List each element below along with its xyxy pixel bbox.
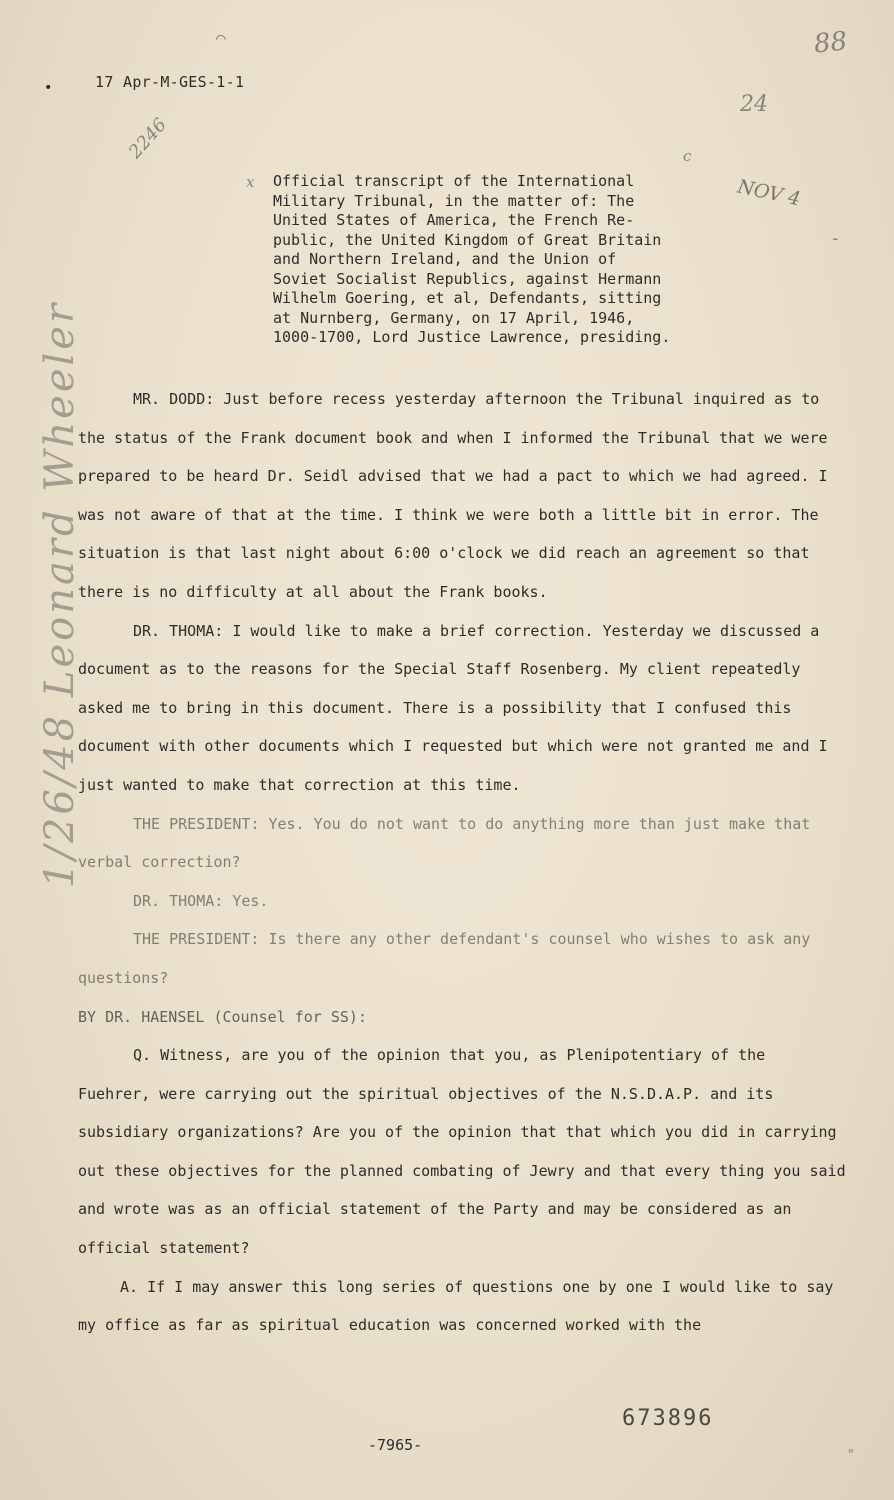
transcript-heading: Official transcript of the International Military Tribunal, in the matter of: The United States of America, the French Re- public, the United Kingdom of Great Britain and Northern Ireland, and the Union of Soviet Socialist Republics, against Hermann Wilhelm Goering, et al, Defendants, sitting at Nurnberg, Germany, on 17 April, 1946, 1000-1700, Lord Justice Lawrence, presiding. — [273, 172, 671, 346]
pencil-number-top-right: 88 — [812, 26, 849, 60]
paragraph-thoma-yes: DR. THOMA: Yes. — [133, 891, 269, 910]
pencil-number-24: 24 — [740, 92, 768, 117]
paragraph-dodd: MR. DODD: Just before recess yesterday afternoon the Tribunal inquired as to the status of the Frank document book and when I informed the Tribunal that we were prepared to be heard Dr. Seidl advised that we had a pact to which we had agreed. I was not aware of that at the time. I think we were both a little bit in error. The situation is that last night about 6:00 o'clock we did reach an agreement so that there is no difficulty at all about the Frank books. — [78, 390, 828, 601]
paragraph-thoma-correction: DR. THOMA: I would like to make a brief correction. Yesterday we discussed a document as to the reasons for the Special Staff Rosenberg. My client repeatedly asked me to bring in this document. There is a possibility that I confused this document with other documents which I requested but which were not granted me and I just wanted to make that correction at this time. — [78, 621, 828, 794]
pencil-dash-mark: - — [830, 228, 841, 249]
paragraph-answer: A. If I may answer this long series of questions one by one I would like to say my office as far as spiritual education was concerned worked with the — [78, 1277, 834, 1335]
pencil-small-c: c — [683, 147, 692, 165]
margin-dot: • — [44, 80, 53, 96]
corner-mark: " — [847, 1448, 855, 1463]
paragraph-president-counsel: THE PRESIDENT: Is there any other defendant's counsel who wishes to ask any questions? — [78, 930, 811, 987]
pencil-x-mark: x — [246, 173, 255, 191]
transcript-body — [78, 380, 846, 1345]
page-number: -7965- — [368, 1436, 423, 1454]
document-number-stamp: 673896 — [622, 1406, 714, 1431]
pencil-number-2246: 2246 — [124, 114, 172, 163]
margin-handwritten-signature: 1/26/48 Leonard Wheeler — [37, 300, 83, 888]
paragraph-president-question: THE PRESIDENT: Yes. You do not want to do anything more than just make that verbal correction? — [78, 814, 811, 872]
pencil-arc-mark: ⌒ — [216, 28, 226, 47]
paragraph-question: Q. Witness, are you of the opinion that you, as Plenipotentiary of the Fuehrer, were carrying out the spiritual objectives of the N.S.D.A.P. and its subsidiary organizations? Are you of the opinion that that which you did in carrying out these objectives for the planned combating of Jewry and that every thing you said and wrote was as an official statement of the Party and may be considered as an official statement? — [78, 1046, 846, 1258]
paragraph-by-haensel: BY DR. HAENSEL (Counsel for SS): — [78, 1007, 367, 1026]
document-code: 17 Apr-M-GES-1-1 — [95, 73, 245, 91]
nov-stamp-note: NOV 4 — [735, 175, 803, 211]
